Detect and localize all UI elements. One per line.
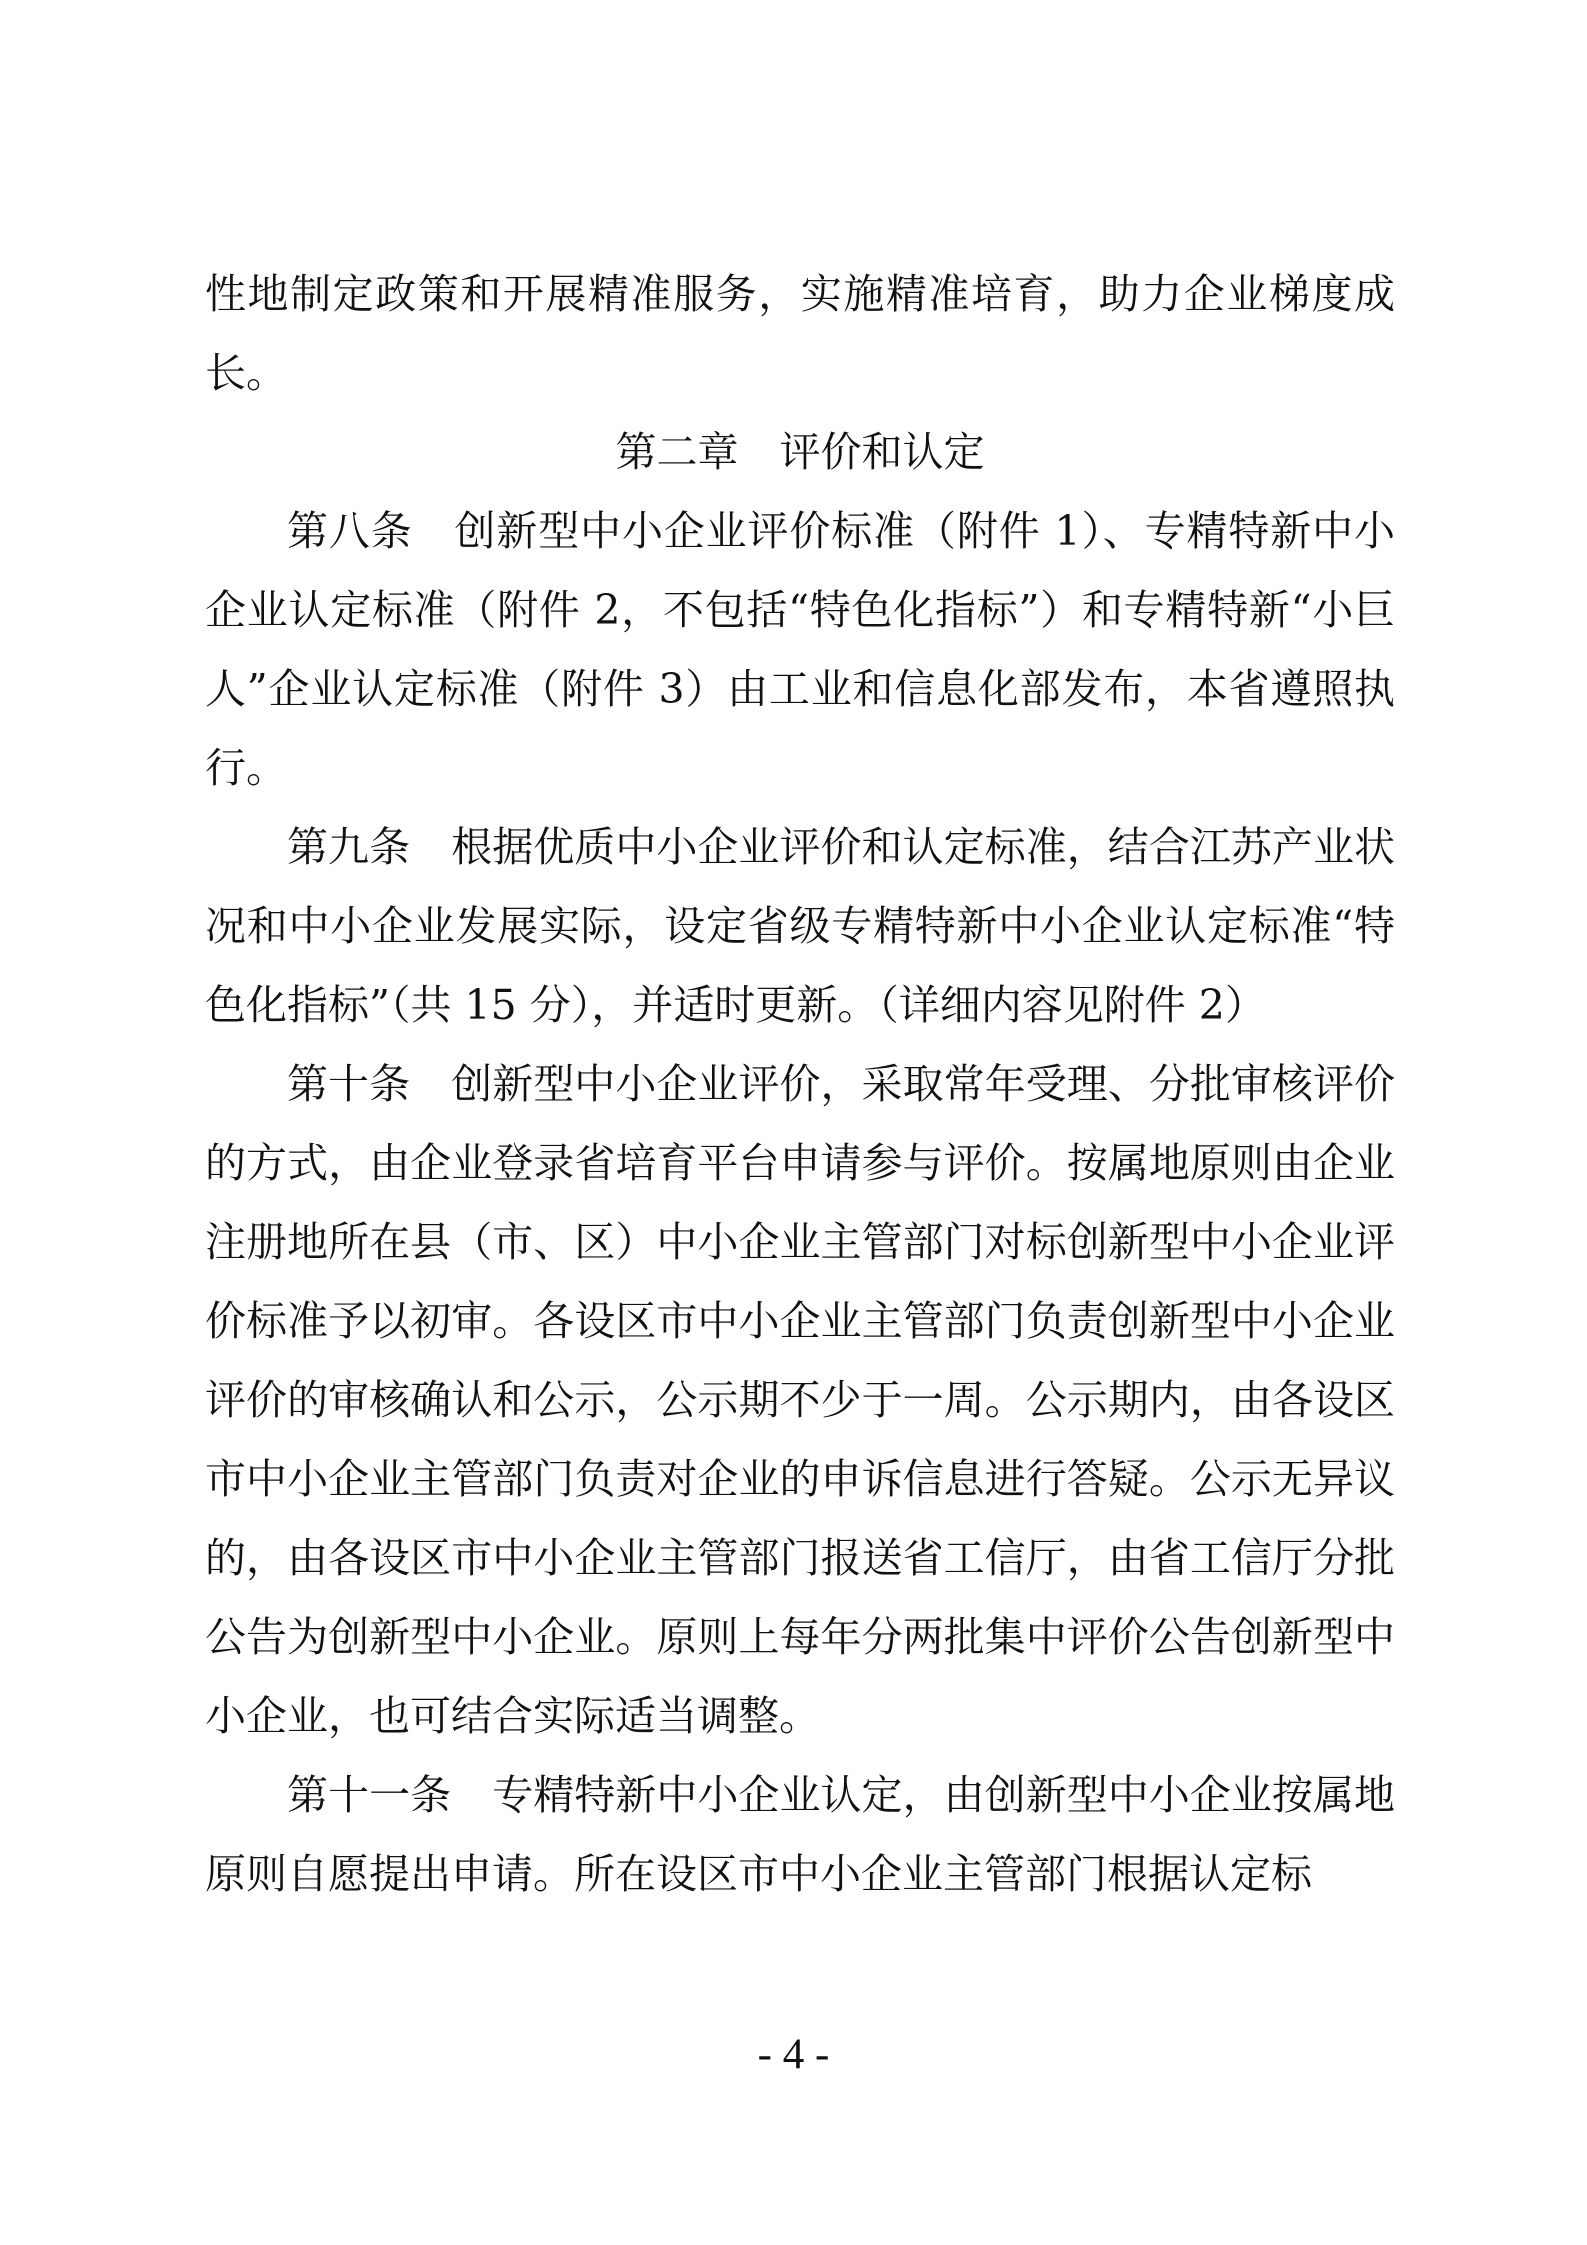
article-text: 创新型中小企业评价，采取常年受理、分批审核评价的方式，由企业登录省培育平台申请参与评价。按属地原则由企业注册地所在县（市、区）中小企业主管部门对标创新型中小企业评价标准予以初审。各设区市中小企业主管部门负责创新型中小企业评价的审核确认和公示，公示期不少于一周。公示期内，由各设区市中小企业主管部门负责对企业的申诉信息进行答疑。公示无异议的，由各设区市中小企业主管部门报送省工信厅，由省工信厅分批公告为创新型中小企业。原则上每年分两批集中评价公告创新型中小企业，也可结合实际适当调整。 — [205, 1060, 1396, 1740]
article-text: 创新型中小企业评价标准（附件 1）、专精特新中小企业认定标准（附件 2，不包括“特色化指标”）和专精特新“小巨人”企业认定标准（附件 3）由工业和信息化部发布，本省遵照执行。 — [205, 507, 1396, 792]
article-text: 根据优质中小企业评价和认定标准，结合江苏产业状况和中小企业发展实际，设定省级专精特新中小企业认定标准“特色化指标”（共 15 分），并适时更新。（详细内容见附件 2） — [205, 823, 1396, 1029]
article-10 — [205, 1045, 1395, 1756]
page-number: - 4 - — [757, 2031, 830, 2078]
article-number: 第十一条 — [287, 1771, 452, 1819]
chapter-title: 评价和认定 — [779, 428, 985, 476]
article-text: 专精特新中小企业认定，由创新型中小企业按属地原则自愿提出申请。所在设区市中小企业主管部门根据认定标 — [205, 1771, 1396, 1898]
chapter-number: 第二章 — [615, 428, 739, 476]
continuation-paragraph: 性地制定政策和开展精准服务，实施精准培育，助力企业梯度成长。 — [205, 270, 1395, 397]
article-9 — [205, 808, 1395, 1045]
article-number: 第八条 — [287, 507, 413, 555]
chapter-heading — [205, 413, 1395, 492]
document-body — [205, 255, 1395, 1914]
article-number: 第九条 — [287, 823, 411, 871]
article-number: 第十条 — [287, 1060, 411, 1108]
article-11 — [205, 1756, 1395, 1914]
article-8 — [205, 492, 1395, 808]
